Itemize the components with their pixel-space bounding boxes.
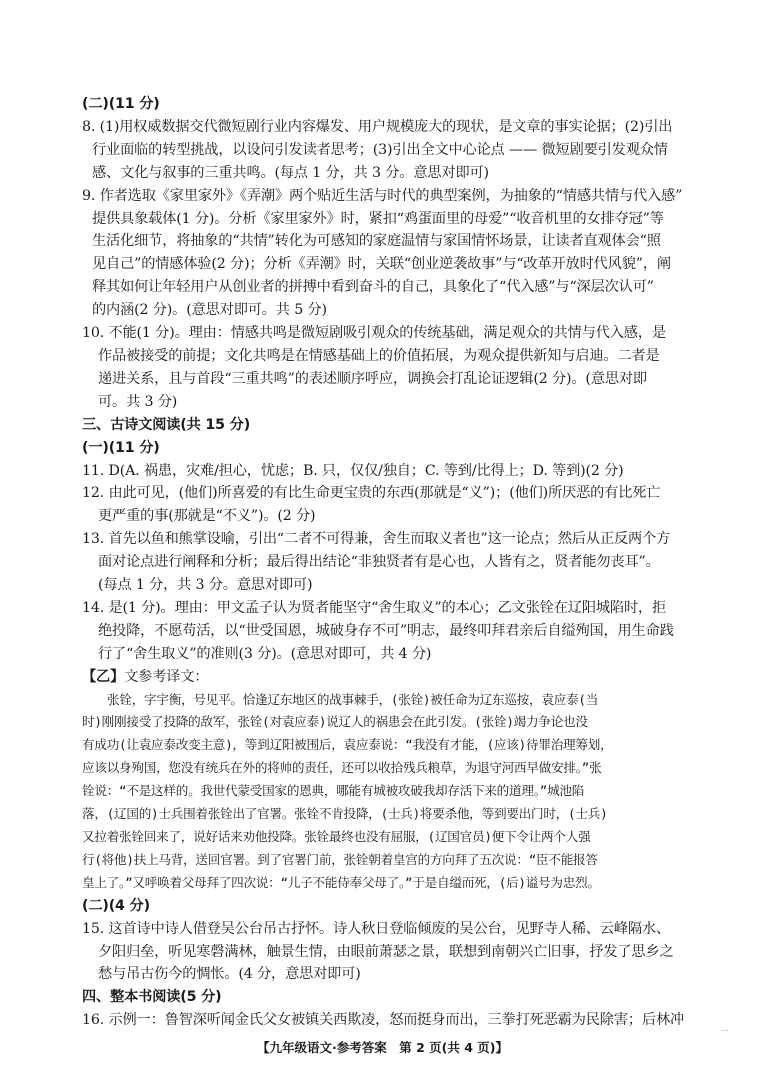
text-line: 愁与吊古伤今的惆怅。(4 分，意思对即可) xyxy=(98,966,361,983)
text-line: 感、文化与叙事的三重共鸣。(每点 1 分，共 3 分。意思对即可) xyxy=(92,164,489,181)
text-line: 行(将他)扶上马背，送回官署。到了官署门前，张铨朝着皇宫的方向拜了五次说：“臣不能报答 xyxy=(82,851,598,867)
translation-heading xyxy=(82,666,702,689)
text-line: 张铨，字宇衡，号见平。恰逢辽东地区的战事棘手，(张铨)被任命为辽东巡按，袁应泰(当 xyxy=(107,691,599,707)
text-line: 作品被接受的前提；文化共鸣是在情感基础上的价值拓展，为观众提供新知与启迪。二者是 xyxy=(98,347,660,364)
text-line: 16. 示例一：鲁智深听闻金氏父女被镇关西欺凌，怒而挺身而出，三拳打死恶霸为民除害；后林冲 xyxy=(82,1012,685,1029)
translation-tag: 【乙】 xyxy=(82,668,125,685)
section-heading: 三、古诗文阅读(共 15 分) xyxy=(82,416,251,433)
text-line: 生活化细节，将抽象的“共情”转化为可感知的家庭温情与家国情怀场景，让读者直观体会“照 xyxy=(92,233,661,250)
translation-block xyxy=(82,689,702,895)
answer-block-a xyxy=(82,93,702,666)
text-line: (每点 1 分，共 3 分。意思对即可) xyxy=(98,577,313,594)
section-heading: 四、整本书阅读(5 分) xyxy=(82,989,222,1006)
text-line: 15. 这首诗中诗人借登吴公台吊古抒怀。诗人秋日登临倾废的吴公台，见野寺人稀、云峰隔水、 xyxy=(82,920,670,937)
text-line: 11. D(A. 祸患，灾难/担心，忧虑；B. 只，仅仅/独自；C. 等到/比得上；D. 等到)(2 分) xyxy=(82,462,624,479)
text-line: 提供具象载体(1 分)。分析《家里家外》时，紧扣“鸡蛋面里的母爱”“收音机里的女排夺冠”等 xyxy=(92,210,664,227)
text-line: 又拉着张铨回来了，说好话来劝他投降。张铨最终也没有屈服，(辽国官员)便下令让两个人强 xyxy=(82,829,591,844)
text-line: 10. 不能(1 分)。理由：情感共鸣是微短剧吸引观众的传统基础，满足观众的共情与代入感，是 xyxy=(82,325,666,342)
text-line: 释其如何让年轻用户从创业者的拼搏中看到奋斗的自己，具象化了“代入感”与“深层次认可” xyxy=(92,279,654,296)
text-line: 12. 由此可见，(他们)所喜爱的有比生命更宝贵的东西(那就是“义”)；(他们)所厌恶的有比死亡 xyxy=(82,485,661,502)
page-footer: 【九年级语文·参考答案 第 2 页(共 4 页)】 xyxy=(257,1040,508,1055)
text-line: 13. 首先以鱼和熊掌设喻，引出“二者不可得兼，舍生而取义者也”这一论点；然后从正反两个方 xyxy=(82,531,671,548)
text-line: 落，(辽国的)士兵围着张铨出了官署。张铨不肯投降，(士兵)将要杀他，等到要出门时，(士兵) xyxy=(82,806,608,822)
text-line: 见自己”的情感体验(2 分)；分析《弄潮》时，关联“创业逆袭故事”与“改革开放时代风貌”，阐 xyxy=(92,256,671,273)
text-line: 行业面临的转型挑战，以设问引发读者思考；(3)引出全文中心论点 —— 微短剧要引发观众情 xyxy=(92,141,668,158)
text-line: 9. 作者选取《家里家外》《弄潮》两个贴近生活与时代的典型案例，为抽象的“情感共情与代入感” xyxy=(82,187,683,204)
text-line: 可。共 3 分) xyxy=(98,393,178,410)
section-heading: (二)(11 分) xyxy=(82,96,160,112)
section-heading: (一)(11 分) xyxy=(82,439,160,456)
text-line: 8. (1)用权威数据交代微短剧行业内容爆发、用户规模庞大的现状，是文章的事实论据；(2)引出 xyxy=(82,118,673,135)
text-line: 绝投降，不愿苟活，以“世受国恩，城破身存不可”明志，最终叩拜君亲后自缢殉国，用生命践 xyxy=(98,622,674,639)
text-line: 14. 是(1 分)。理由：甲文孟子认为贤者能坚守“舍生取义”的本心；乙文张铨在辽阳城陷时，拒 xyxy=(82,599,667,616)
text-line: 有成功(让袁应泰改变主意)，等到辽阳被围后，袁应泰说：“我没有才能，(应该)待罪治理筹划， xyxy=(82,737,613,753)
translation-heading-text: 文参考译文： xyxy=(124,668,209,685)
text-line: 面对论点进行阐释和分析；最后得出结论“非独贤者有是心也，人皆有之，贤者能勿丧耳”。 xyxy=(98,554,660,571)
text-line: 的内涵(2 分)。(意思对即可。共 5 分) xyxy=(92,302,327,319)
section-heading: (二)(4 分) xyxy=(82,897,150,914)
text-line: 皇上了。”又呼唤着父母拜了四次说：“儿子不能侍奉父母了。”于是自缢而死，(后)谥号为忠烈。 xyxy=(82,874,600,890)
text-line: 夕阳归垒，听见寒磬满林，触景生情，由眼前萧瑟之景，联想到南朝兴亡旧事，抒发了思乡之 xyxy=(98,943,674,960)
corner-mark: … xyxy=(721,1024,729,1033)
text-line: 应该以身殉国，您没有统兵在外的将帅的责任，还可以收拾残兵粮草，为退守河西早做安排。”张 xyxy=(82,760,602,776)
text-line: 时)刚刚接受了投降的敌军，张铨(对袁应泰)说辽人的祸患会在此引发。(张铨)竭力争论也没 xyxy=(82,714,588,730)
text-line: 铨说：“不是这样的。我世代蒙受国家的恩典，哪能有城被攻破我却存活下来的道理。”城池陷 xyxy=(82,783,585,799)
text-line: 更严重的事(那就是“不义”)。(2 分) xyxy=(98,508,316,525)
answer-page xyxy=(82,93,702,1032)
text-line: 递进关系，且与首段“三重共鸣”的表述顺序呼应，调换会打乱论证逻辑(2 分)。(意思对即 xyxy=(98,370,647,387)
answer-block-c xyxy=(82,895,702,1032)
text-line: 行了“舍生取义”的准则(3 分)。(意思对即可，共 4 分) xyxy=(98,645,432,662)
